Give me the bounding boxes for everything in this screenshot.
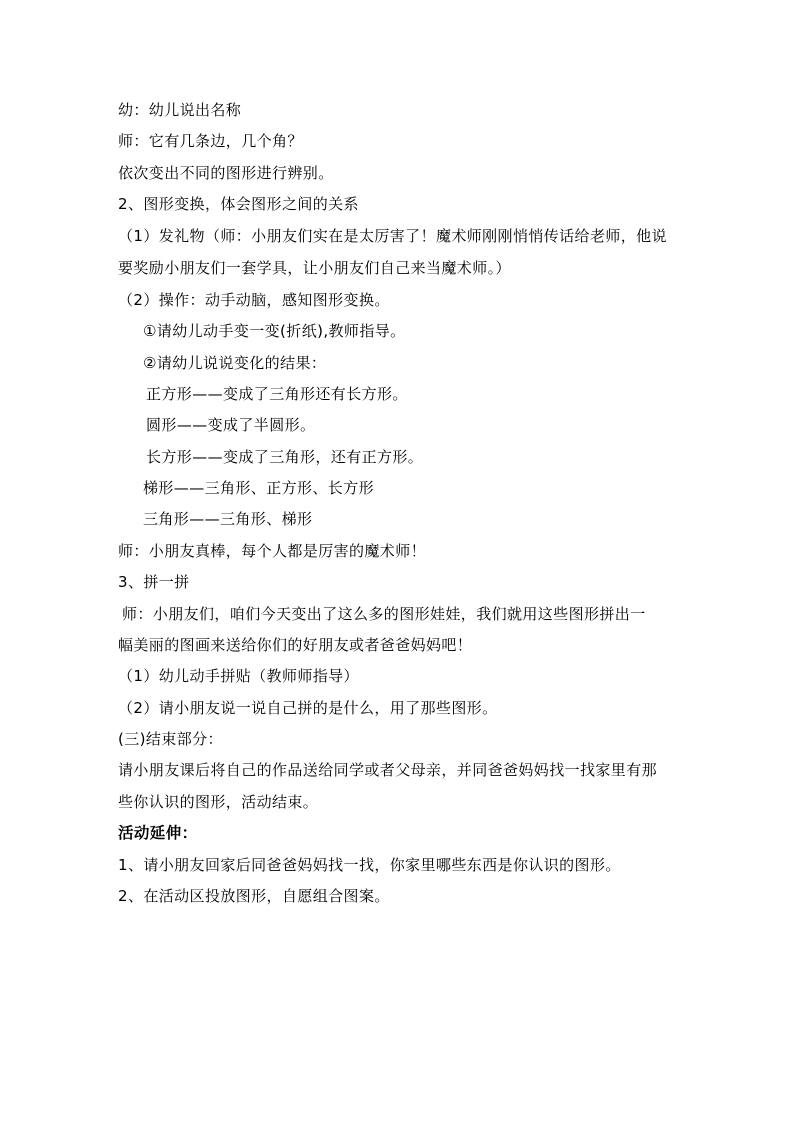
text-line: （1）发礼物（师：小朋友们实在是太厉害了！魔术师刚刚悄悄传话给老师，他说: [118, 227, 667, 245]
text-line: ①请幼儿动手变一变(折纸),教师指导。: [143, 322, 406, 340]
section-heading: 3、拼一拼: [118, 573, 190, 591]
text-line: 正方形——变成了三角形还有长方形。: [146, 385, 408, 403]
text-line: 请小朋友课后将自己的作品送给同学或者父母亲，并同爸爸妈妈找一找家里有那: [118, 761, 658, 779]
text-line: 三角形——三角形、梯形: [143, 510, 313, 528]
section-heading: (三)结束部分：: [118, 730, 223, 748]
text-line: 幼：幼儿说出名称: [118, 101, 242, 119]
text-line: 圆形——变成了半圆形。: [146, 416, 316, 434]
text-line: 梯形——三角形、正方形、长方形: [143, 479, 375, 497]
text-line: 师：它有几条边，几个角？: [118, 132, 303, 150]
text-line: 些你认识的图形，活动结束。: [118, 793, 319, 811]
text-line: 长方形——变成了三角形，还有正方形。: [146, 448, 424, 466]
text-line: 2、在活动区投放图形，自愿组合图案。: [118, 887, 390, 905]
text-line: 师：小朋友真棒，每个人都是厉害的魔术师！: [118, 542, 427, 560]
section-heading: 活动延伸：: [118, 824, 198, 842]
text-line: 幅美丽的图画来送给你们的好朋友或者爸爸妈妈吧！: [118, 636, 473, 654]
text-line: （1）幼儿动手拼贴（教师师指导）: [118, 667, 359, 685]
section-heading: 2、图形变换，体会图形之间的关系: [118, 195, 359, 213]
text-line: 1、请小朋友回家后同爸爸妈妈找一找，你家里哪些东西是你认识的图形。: [118, 856, 621, 874]
text-line: （2）操作：动手动脑，感知图形变换。: [118, 291, 390, 309]
text-line: ②请幼儿说说变化的结果：: [143, 354, 327, 372]
text-line: （2）请小朋友说一说自己拼的是什么，用了那些图形。: [118, 699, 498, 717]
text-line: 师：小朋友们，咱们今天变出了这么多的图形娃娃，我们就用这些图形拼出一: [122, 605, 646, 623]
text-line: 要奖励小朋友们一套学具，让小朋友们自己来当魔术师。）: [118, 259, 511, 277]
text-line: 依次变出不同的图形进行辨别。: [118, 164, 334, 182]
